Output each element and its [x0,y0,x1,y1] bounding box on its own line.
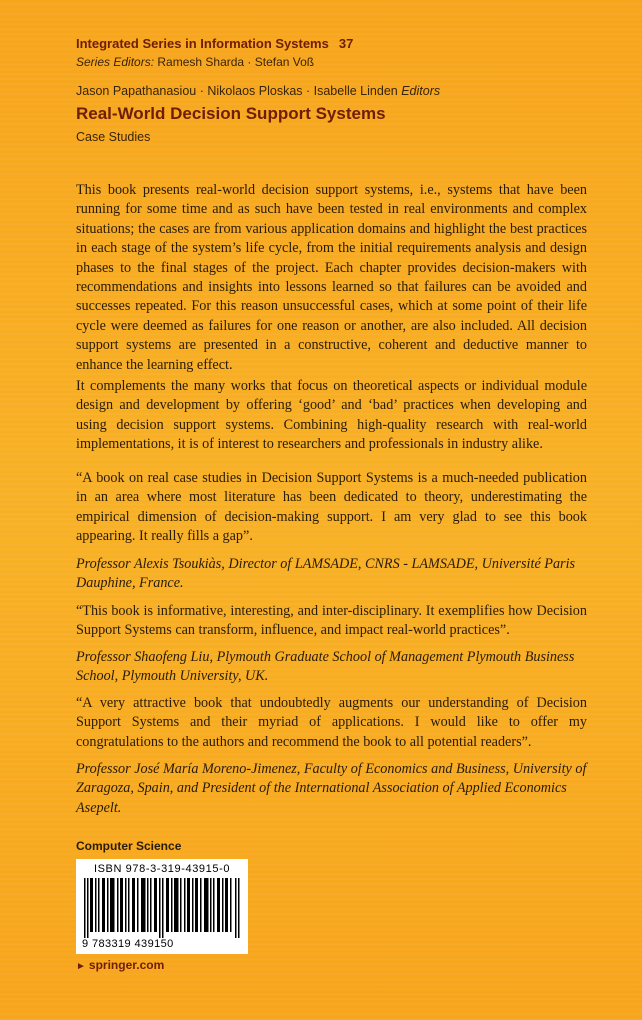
publisher-url: springer.com [88,958,165,972]
barcode-digits: 9 783319 439150 [82,938,174,950]
book-editors: Jason Papathanasiou · Nikolaos Ploskas · Isabelle Linden [76,84,398,98]
triangle-right-icon: ► [76,961,86,972]
series-name: Integrated Series in Information Systems [76,36,329,51]
series-line [76,36,353,51]
isbn-label: ISBN 978-3-319-43915-0 [93,863,231,875]
isbn-barcode [76,859,248,954]
publisher-link[interactable] [76,958,164,972]
quote-1-text: “A book on real case studies in Decision Support Systems is a much-needed publication in an area where most literature has been dedicated to theory, underestimating the empirical dimension of decision-making support. I am very glad to see this book appearing. It really fills a gap”. [76,470,587,545]
book-editors-line [76,84,440,98]
subject-category: Computer Science [76,839,182,853]
quote-3-text: “A very attractive book that undoubtedly augments our understanding of Decision Support Systems and their myriad of applications. I would like to offer my congratulations to the authors and recommend the book to all potential readers”. [76,695,587,750]
quote-2-attribution: Professor Shaofeng Liu, Plymouth Graduate School of Management Plymouth Business School, Plymouth University, UK. [76,649,575,685]
quote-3-attribution: Professor José María Moreno-Jimenez, Faculty of Economics and Business, University of Zaragoza, Spain, and President of the International Association of Applied Economics Asepelt. [76,761,587,816]
quote-1-attribution: Professor Alexis Tsoukiàs, Director of LAMSADE, CNRS - LAMSADE, Université Paris Dauphine, France. [76,556,576,592]
barcode-bars [84,878,240,938]
series-editors-line [76,55,314,69]
series-number: 37 [338,36,354,51]
book-subtitle: Case Studies [76,130,151,144]
book-title: Real-World Decision Support Systems [76,104,386,123]
series-editors: Ramesh Sharda · Stefan Voß [157,55,315,69]
series-editors-label: Series Editors: [76,55,155,69]
quote-2-text: “This book is informative, interesting, and inter-disciplinary. It exemplifies how Decision Support Systems can transform, influence, and impact real-world practices”. [76,603,587,639]
description-paragraph-2: It complements the many works that focus on theoretical aspects or individual module design and development by offering ‘good’ and ‘bad’ practices when developing and using decision support systems. Combining high-quality research with real-world implementations, it is of interest to researchers and professionals in industry alike. [76,378,587,453]
description-paragraph-1: This book presents real-world decision support systems, i.e., systems that have been running for some time and as such have been tested in real environments and complex situations; the cases are from various application domains and highlight the best practices in each stage of the system’s life cycle, from the initial requirements analysis and design phases to the final stages of the project. Each chapter provides decision-makers with recommendations and insights into lessons learned so that failures can be avoided and successes repeated. For this reason unsuccessful cases, which at some point of their life cycle were deemed as failures for one reason or another, are also included. All decision support systems are presented in a constructive, coherent and deductive manner to enhance the learning effect. [76,182,587,373]
book-editors-label: Editors [401,84,441,98]
